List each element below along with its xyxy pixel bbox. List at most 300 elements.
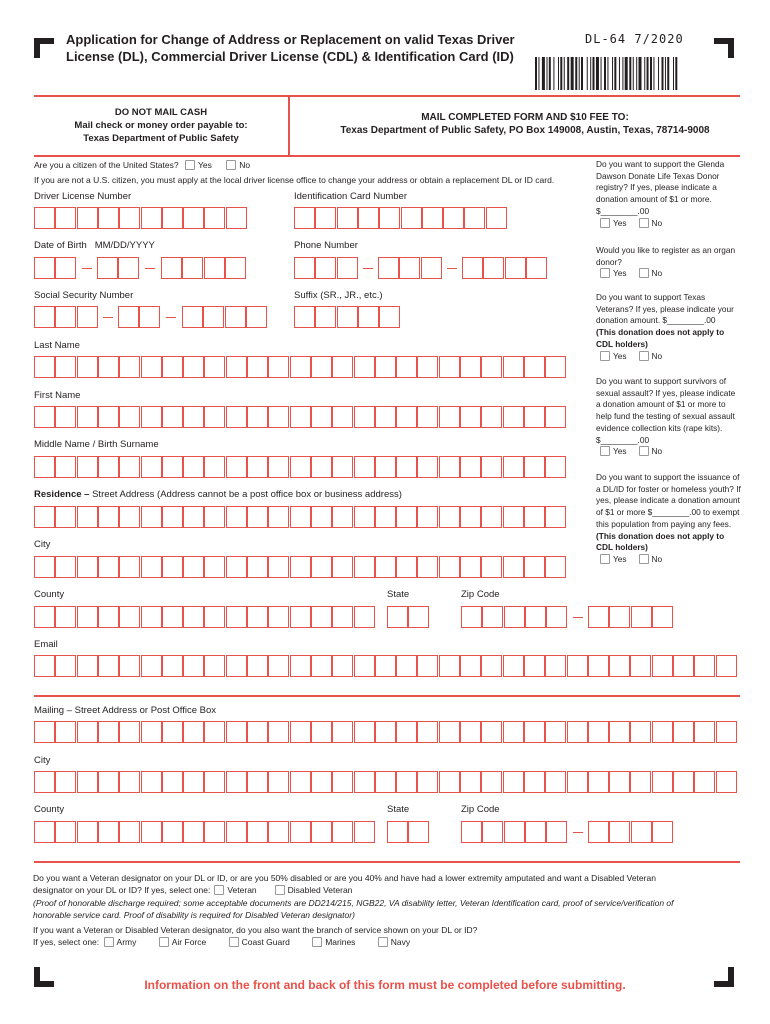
- mailing-city-box[interactable]: [673, 771, 694, 793]
- mailing-county-box[interactable]: [290, 821, 311, 843]
- id-number-box[interactable]: [401, 207, 422, 229]
- mailing-county-box[interactable]: [141, 821, 162, 843]
- mailing-street-box[interactable]: [417, 721, 438, 743]
- residence-street-box[interactable]: [141, 506, 162, 528]
- residence-street-box[interactable]: [119, 506, 140, 528]
- last-name-box[interactable]: [268, 356, 289, 378]
- residence-street-box[interactable]: [375, 506, 396, 528]
- foster-youth-yes-checkbox[interactable]: [600, 554, 610, 564]
- last-name-box[interactable]: [162, 356, 183, 378]
- sexual-assault-yes-checkbox[interactable]: [600, 446, 610, 456]
- organ-donor-no-checkbox[interactable]: [639, 268, 649, 278]
- first-name-box[interactable]: [439, 406, 460, 428]
- mailing-street-box[interactable]: [673, 721, 694, 743]
- residence-street-box[interactable]: [417, 506, 438, 528]
- sexual-assault-no-checkbox[interactable]: [639, 446, 649, 456]
- last-name-box[interactable]: [439, 356, 460, 378]
- first-name-box[interactable]: [311, 406, 332, 428]
- mailing-city-box[interactable]: [630, 771, 651, 793]
- mailing-county-box[interactable]: [247, 821, 268, 843]
- first-name-box[interactable]: [524, 406, 545, 428]
- last-name-box[interactable]: [204, 356, 225, 378]
- first-name-box[interactable]: [204, 406, 225, 428]
- mailing-zip4-box[interactable]: [631, 821, 652, 843]
- residence-city-box[interactable]: [98, 556, 119, 578]
- last-name-box[interactable]: [332, 356, 353, 378]
- branch-marines-checkbox[interactable]: [312, 937, 322, 947]
- phone-area-box[interactable]: [315, 257, 336, 279]
- residence-zip-box[interactable]: [482, 606, 503, 628]
- dl-number-box[interactable]: [77, 207, 98, 229]
- last-name-box[interactable]: [481, 356, 502, 378]
- suffix-box[interactable]: [294, 306, 315, 328]
- residence-street-box[interactable]: [545, 506, 566, 528]
- mailing-street-box[interactable]: [567, 721, 588, 743]
- residence-county-box[interactable]: [354, 606, 375, 628]
- mailing-street-box[interactable]: [98, 721, 119, 743]
- residence-street-box[interactable]: [460, 506, 481, 528]
- residence-city-box[interactable]: [141, 556, 162, 578]
- middle-name-box[interactable]: [119, 456, 140, 478]
- last-name-box[interactable]: [460, 356, 481, 378]
- mailing-street-box[interactable]: [290, 721, 311, 743]
- email-box[interactable]: [204, 655, 225, 677]
- email-box[interactable]: [119, 655, 140, 677]
- mailing-city-box[interactable]: [716, 771, 737, 793]
- residence-city-box[interactable]: [417, 556, 438, 578]
- suffix-box[interactable]: [337, 306, 358, 328]
- residence-county-box[interactable]: [98, 606, 119, 628]
- residence-street-box[interactable]: [332, 506, 353, 528]
- email-box[interactable]: [588, 655, 609, 677]
- mailing-street-box[interactable]: [460, 721, 481, 743]
- mailing-city-box[interactable]: [183, 771, 204, 793]
- residence-county-box[interactable]: [226, 606, 247, 628]
- middle-name-box[interactable]: [439, 456, 460, 478]
- middle-name-box[interactable]: [545, 456, 566, 478]
- residence-city-box[interactable]: [119, 556, 140, 578]
- last-name-box[interactable]: [226, 356, 247, 378]
- residence-county-box[interactable]: [77, 606, 98, 628]
- mailing-county-box[interactable]: [268, 821, 289, 843]
- suffix-box[interactable]: [315, 306, 336, 328]
- mailing-county-box[interactable]: [226, 821, 247, 843]
- mailing-city-box[interactable]: [354, 771, 375, 793]
- email-box[interactable]: [652, 655, 673, 677]
- middle-name-box[interactable]: [183, 456, 204, 478]
- dob-month-box[interactable]: [34, 257, 55, 279]
- email-box[interactable]: [226, 655, 247, 677]
- mailing-street-box[interactable]: [204, 721, 225, 743]
- branch-coast-guard-checkbox[interactable]: [229, 937, 239, 947]
- mailing-city-box[interactable]: [204, 771, 225, 793]
- middle-name-box[interactable]: [396, 456, 417, 478]
- mailing-county-box[interactable]: [354, 821, 375, 843]
- ssn-c-box[interactable]: [225, 306, 246, 328]
- middle-name-box[interactable]: [460, 456, 481, 478]
- ssn-b-box[interactable]: [118, 306, 139, 328]
- middle-name-box[interactable]: [481, 456, 502, 478]
- first-name-box[interactable]: [77, 406, 98, 428]
- residence-county-box[interactable]: [141, 606, 162, 628]
- mailing-street-box[interactable]: [183, 721, 204, 743]
- mailing-county-box[interactable]: [311, 821, 332, 843]
- mailing-zip4-box[interactable]: [652, 821, 673, 843]
- last-name-box[interactable]: [354, 356, 375, 378]
- residence-street-box[interactable]: [524, 506, 545, 528]
- residence-zip-box[interactable]: [461, 606, 482, 628]
- residence-street-box[interactable]: [183, 506, 204, 528]
- phone-prefix-box[interactable]: [378, 257, 399, 279]
- middle-name-box[interactable]: [34, 456, 55, 478]
- phone-area-box[interactable]: [294, 257, 315, 279]
- phone-line-box[interactable]: [483, 257, 504, 279]
- mailing-city-box[interactable]: [77, 771, 98, 793]
- last-name-box[interactable]: [417, 356, 438, 378]
- first-name-box[interactable]: [247, 406, 268, 428]
- middle-name-box[interactable]: [162, 456, 183, 478]
- mailing-city-box[interactable]: [652, 771, 673, 793]
- middle-name-box[interactable]: [354, 456, 375, 478]
- mailing-street-box[interactable]: [716, 721, 737, 743]
- residence-street-box[interactable]: [268, 506, 289, 528]
- mailing-street-box[interactable]: [226, 721, 247, 743]
- id-number-box[interactable]: [464, 207, 485, 229]
- mailing-city-box[interactable]: [375, 771, 396, 793]
- residence-city-box[interactable]: [460, 556, 481, 578]
- residence-street-box[interactable]: [55, 506, 76, 528]
- residence-zip4-box[interactable]: [609, 606, 630, 628]
- suffix-box[interactable]: [358, 306, 379, 328]
- residence-city-box[interactable]: [162, 556, 183, 578]
- organ-donor-yes-checkbox[interactable]: [600, 268, 610, 278]
- foster-youth-no-checkbox[interactable]: [639, 554, 649, 564]
- id-number-box[interactable]: [443, 207, 464, 229]
- residence-street-box[interactable]: [162, 506, 183, 528]
- residence-state-box[interactable]: [408, 606, 429, 628]
- mailing-city-box[interactable]: [119, 771, 140, 793]
- mailing-city-box[interactable]: [694, 771, 715, 793]
- residence-street-box[interactable]: [354, 506, 375, 528]
- ssn-c-box[interactable]: [203, 306, 224, 328]
- dl-number-box[interactable]: [119, 207, 140, 229]
- mailing-city-box[interactable]: [439, 771, 460, 793]
- last-name-box[interactable]: [545, 356, 566, 378]
- ssn-b-box[interactable]: [139, 306, 160, 328]
- email-box[interactable]: [290, 655, 311, 677]
- mailing-county-box[interactable]: [34, 821, 55, 843]
- mailing-city-box[interactable]: [567, 771, 588, 793]
- mailing-street-box[interactable]: [34, 721, 55, 743]
- mailing-city-box[interactable]: [268, 771, 289, 793]
- email-box[interactable]: [567, 655, 588, 677]
- mailing-city-box[interactable]: [588, 771, 609, 793]
- dl-number-box[interactable]: [141, 207, 162, 229]
- mailing-city-box[interactable]: [481, 771, 502, 793]
- middle-name-box[interactable]: [290, 456, 311, 478]
- middle-name-box[interactable]: [247, 456, 268, 478]
- mailing-city-box[interactable]: [290, 771, 311, 793]
- last-name-box[interactable]: [311, 356, 332, 378]
- mailing-city-box[interactable]: [332, 771, 353, 793]
- first-name-box[interactable]: [226, 406, 247, 428]
- email-box[interactable]: [545, 655, 566, 677]
- phone-line-box[interactable]: [526, 257, 547, 279]
- residence-city-box[interactable]: [311, 556, 332, 578]
- mailing-county-box[interactable]: [183, 821, 204, 843]
- mailing-county-box[interactable]: [55, 821, 76, 843]
- residence-county-box[interactable]: [204, 606, 225, 628]
- branch-navy-checkbox[interactable]: [378, 937, 388, 947]
- residence-zip4-box[interactable]: [631, 606, 652, 628]
- first-name-box[interactable]: [417, 406, 438, 428]
- email-box[interactable]: [268, 655, 289, 677]
- mailing-county-box[interactable]: [77, 821, 98, 843]
- middle-name-box[interactable]: [77, 456, 98, 478]
- mailing-street-box[interactable]: [162, 721, 183, 743]
- id-number-box[interactable]: [358, 207, 379, 229]
- email-box[interactable]: [503, 655, 524, 677]
- mailing-county-box[interactable]: [204, 821, 225, 843]
- mailing-street-box[interactable]: [481, 721, 502, 743]
- dl-number-box[interactable]: [55, 207, 76, 229]
- residence-city-box[interactable]: [34, 556, 55, 578]
- residence-city-box[interactable]: [524, 556, 545, 578]
- last-name-box[interactable]: [34, 356, 55, 378]
- residence-zip4-box[interactable]: [652, 606, 673, 628]
- residence-city-box[interactable]: [481, 556, 502, 578]
- residence-zip-box[interactable]: [546, 606, 567, 628]
- last-name-box[interactable]: [396, 356, 417, 378]
- mailing-city-box[interactable]: [417, 771, 438, 793]
- first-name-box[interactable]: [481, 406, 502, 428]
- donate-life-no-checkbox[interactable]: [639, 218, 649, 228]
- email-box[interactable]: [524, 655, 545, 677]
- email-box[interactable]: [694, 655, 715, 677]
- residence-street-box[interactable]: [34, 506, 55, 528]
- middle-name-box[interactable]: [417, 456, 438, 478]
- email-box[interactable]: [460, 655, 481, 677]
- email-box[interactable]: [673, 655, 694, 677]
- middle-name-box[interactable]: [524, 456, 545, 478]
- email-box[interactable]: [141, 655, 162, 677]
- phone-prefix-box[interactable]: [421, 257, 442, 279]
- first-name-box[interactable]: [396, 406, 417, 428]
- residence-street-box[interactable]: [481, 506, 502, 528]
- residence-zip-box[interactable]: [504, 606, 525, 628]
- first-name-box[interactable]: [460, 406, 481, 428]
- middle-name-box[interactable]: [141, 456, 162, 478]
- dob-year-box[interactable]: [225, 257, 246, 279]
- residence-county-box[interactable]: [332, 606, 353, 628]
- dl-number-box[interactable]: [98, 207, 119, 229]
- id-number-box[interactable]: [379, 207, 400, 229]
- mailing-street-box[interactable]: [524, 721, 545, 743]
- residence-city-box[interactable]: [268, 556, 289, 578]
- dob-month-box[interactable]: [55, 257, 76, 279]
- residence-street-box[interactable]: [311, 506, 332, 528]
- mailing-street-box[interactable]: [439, 721, 460, 743]
- mailing-city-box[interactable]: [609, 771, 630, 793]
- residence-city-box[interactable]: [396, 556, 417, 578]
- residence-zip4-box[interactable]: [588, 606, 609, 628]
- residence-city-box[interactable]: [55, 556, 76, 578]
- mailing-city-box[interactable]: [524, 771, 545, 793]
- mailing-state-box[interactable]: [408, 821, 429, 843]
- residence-street-box[interactable]: [396, 506, 417, 528]
- mailing-city-box[interactable]: [545, 771, 566, 793]
- residence-state-box[interactable]: [387, 606, 408, 628]
- email-box[interactable]: [55, 655, 76, 677]
- mailing-street-box[interactable]: [354, 721, 375, 743]
- email-box[interactable]: [162, 655, 183, 677]
- residence-city-box[interactable]: [545, 556, 566, 578]
- first-name-box[interactable]: [34, 406, 55, 428]
- email-box[interactable]: [630, 655, 651, 677]
- mailing-street-box[interactable]: [609, 721, 630, 743]
- mailing-zip-box[interactable]: [461, 821, 482, 843]
- mailing-county-box[interactable]: [119, 821, 140, 843]
- ssn-a-box[interactable]: [77, 306, 98, 328]
- id-number-box[interactable]: [486, 207, 507, 229]
- mailing-city-box[interactable]: [460, 771, 481, 793]
- mailing-zip4-box[interactable]: [588, 821, 609, 843]
- email-box[interactable]: [609, 655, 630, 677]
- disabled-veteran-checkbox[interactable]: [275, 885, 285, 895]
- mailing-street-box[interactable]: [545, 721, 566, 743]
- ssn-c-box[interactable]: [182, 306, 203, 328]
- first-name-box[interactable]: [268, 406, 289, 428]
- mailing-city-box[interactable]: [141, 771, 162, 793]
- mailing-street-box[interactable]: [375, 721, 396, 743]
- id-number-box[interactable]: [315, 207, 336, 229]
- residence-city-box[interactable]: [375, 556, 396, 578]
- residence-street-box[interactable]: [439, 506, 460, 528]
- residence-county-box[interactable]: [247, 606, 268, 628]
- email-box[interactable]: [183, 655, 204, 677]
- mailing-street-box[interactable]: [396, 721, 417, 743]
- mailing-city-box[interactable]: [503, 771, 524, 793]
- mailing-street-box[interactable]: [268, 721, 289, 743]
- email-box[interactable]: [439, 655, 460, 677]
- residence-street-box[interactable]: [290, 506, 311, 528]
- residence-county-box[interactable]: [162, 606, 183, 628]
- last-name-box[interactable]: [77, 356, 98, 378]
- middle-name-box[interactable]: [311, 456, 332, 478]
- mailing-city-box[interactable]: [247, 771, 268, 793]
- mailing-street-box[interactable]: [141, 721, 162, 743]
- veterans-donation-yes-checkbox[interactable]: [600, 351, 610, 361]
- email-box[interactable]: [354, 655, 375, 677]
- phone-area-box[interactable]: [337, 257, 358, 279]
- first-name-box[interactable]: [98, 406, 119, 428]
- mailing-zip4-box[interactable]: [609, 821, 630, 843]
- residence-city-box[interactable]: [503, 556, 524, 578]
- id-number-box[interactable]: [294, 207, 315, 229]
- dob-year-box[interactable]: [182, 257, 203, 279]
- last-name-box[interactable]: [503, 356, 524, 378]
- branch-air-force-checkbox[interactable]: [159, 937, 169, 947]
- email-box[interactable]: [716, 655, 737, 677]
- residence-city-box[interactable]: [332, 556, 353, 578]
- phone-line-box[interactable]: [462, 257, 483, 279]
- first-name-box[interactable]: [354, 406, 375, 428]
- donate-life-yes-checkbox[interactable]: [600, 218, 610, 228]
- residence-city-box[interactable]: [77, 556, 98, 578]
- mailing-zip-box[interactable]: [482, 821, 503, 843]
- email-box[interactable]: [77, 655, 98, 677]
- dob-year-box[interactable]: [204, 257, 225, 279]
- last-name-box[interactable]: [290, 356, 311, 378]
- residence-street-box[interactable]: [204, 506, 225, 528]
- first-name-box[interactable]: [375, 406, 396, 428]
- residence-county-box[interactable]: [183, 606, 204, 628]
- last-name-box[interactable]: [98, 356, 119, 378]
- mailing-street-box[interactable]: [503, 721, 524, 743]
- residence-city-box[interactable]: [290, 556, 311, 578]
- first-name-box[interactable]: [55, 406, 76, 428]
- email-box[interactable]: [417, 655, 438, 677]
- residence-city-box[interactable]: [247, 556, 268, 578]
- dob-day-box[interactable]: [118, 257, 139, 279]
- residence-city-box[interactable]: [354, 556, 375, 578]
- veteran-checkbox[interactable]: [214, 885, 224, 895]
- middle-name-box[interactable]: [55, 456, 76, 478]
- email-box[interactable]: [247, 655, 268, 677]
- citizen-yes-checkbox[interactable]: [185, 160, 195, 170]
- residence-street-box[interactable]: [503, 506, 524, 528]
- dob-day-box[interactable]: [97, 257, 118, 279]
- phone-prefix-box[interactable]: [399, 257, 420, 279]
- last-name-box[interactable]: [119, 356, 140, 378]
- residence-street-box[interactable]: [226, 506, 247, 528]
- middle-name-box[interactable]: [375, 456, 396, 478]
- email-box[interactable]: [481, 655, 502, 677]
- mailing-county-box[interactable]: [98, 821, 119, 843]
- mailing-street-box[interactable]: [588, 721, 609, 743]
- mailing-city-box[interactable]: [34, 771, 55, 793]
- residence-county-box[interactable]: [268, 606, 289, 628]
- first-name-box[interactable]: [290, 406, 311, 428]
- mailing-street-box[interactable]: [630, 721, 651, 743]
- residence-city-box[interactable]: [183, 556, 204, 578]
- last-name-box[interactable]: [247, 356, 268, 378]
- ssn-a-box[interactable]: [34, 306, 55, 328]
- residence-county-box[interactable]: [55, 606, 76, 628]
- mailing-zip-box[interactable]: [546, 821, 567, 843]
- email-box[interactable]: [396, 655, 417, 677]
- residence-county-box[interactable]: [119, 606, 140, 628]
- mailing-street-box[interactable]: [119, 721, 140, 743]
- dl-number-box[interactable]: [162, 207, 183, 229]
- mailing-city-box[interactable]: [162, 771, 183, 793]
- email-box[interactable]: [311, 655, 332, 677]
- mailing-city-box[interactable]: [396, 771, 417, 793]
- first-name-box[interactable]: [141, 406, 162, 428]
- mailing-street-box[interactable]: [55, 721, 76, 743]
- mailing-street-box[interactable]: [694, 721, 715, 743]
- middle-name-box[interactable]: [332, 456, 353, 478]
- email-box[interactable]: [375, 655, 396, 677]
- last-name-box[interactable]: [141, 356, 162, 378]
- last-name-box[interactable]: [183, 356, 204, 378]
- mailing-zip-box[interactable]: [504, 821, 525, 843]
- first-name-box[interactable]: [119, 406, 140, 428]
- mailing-county-box[interactable]: [332, 821, 353, 843]
- dl-number-box[interactable]: [226, 207, 247, 229]
- mailing-city-box[interactable]: [55, 771, 76, 793]
- residence-zip-box[interactable]: [525, 606, 546, 628]
